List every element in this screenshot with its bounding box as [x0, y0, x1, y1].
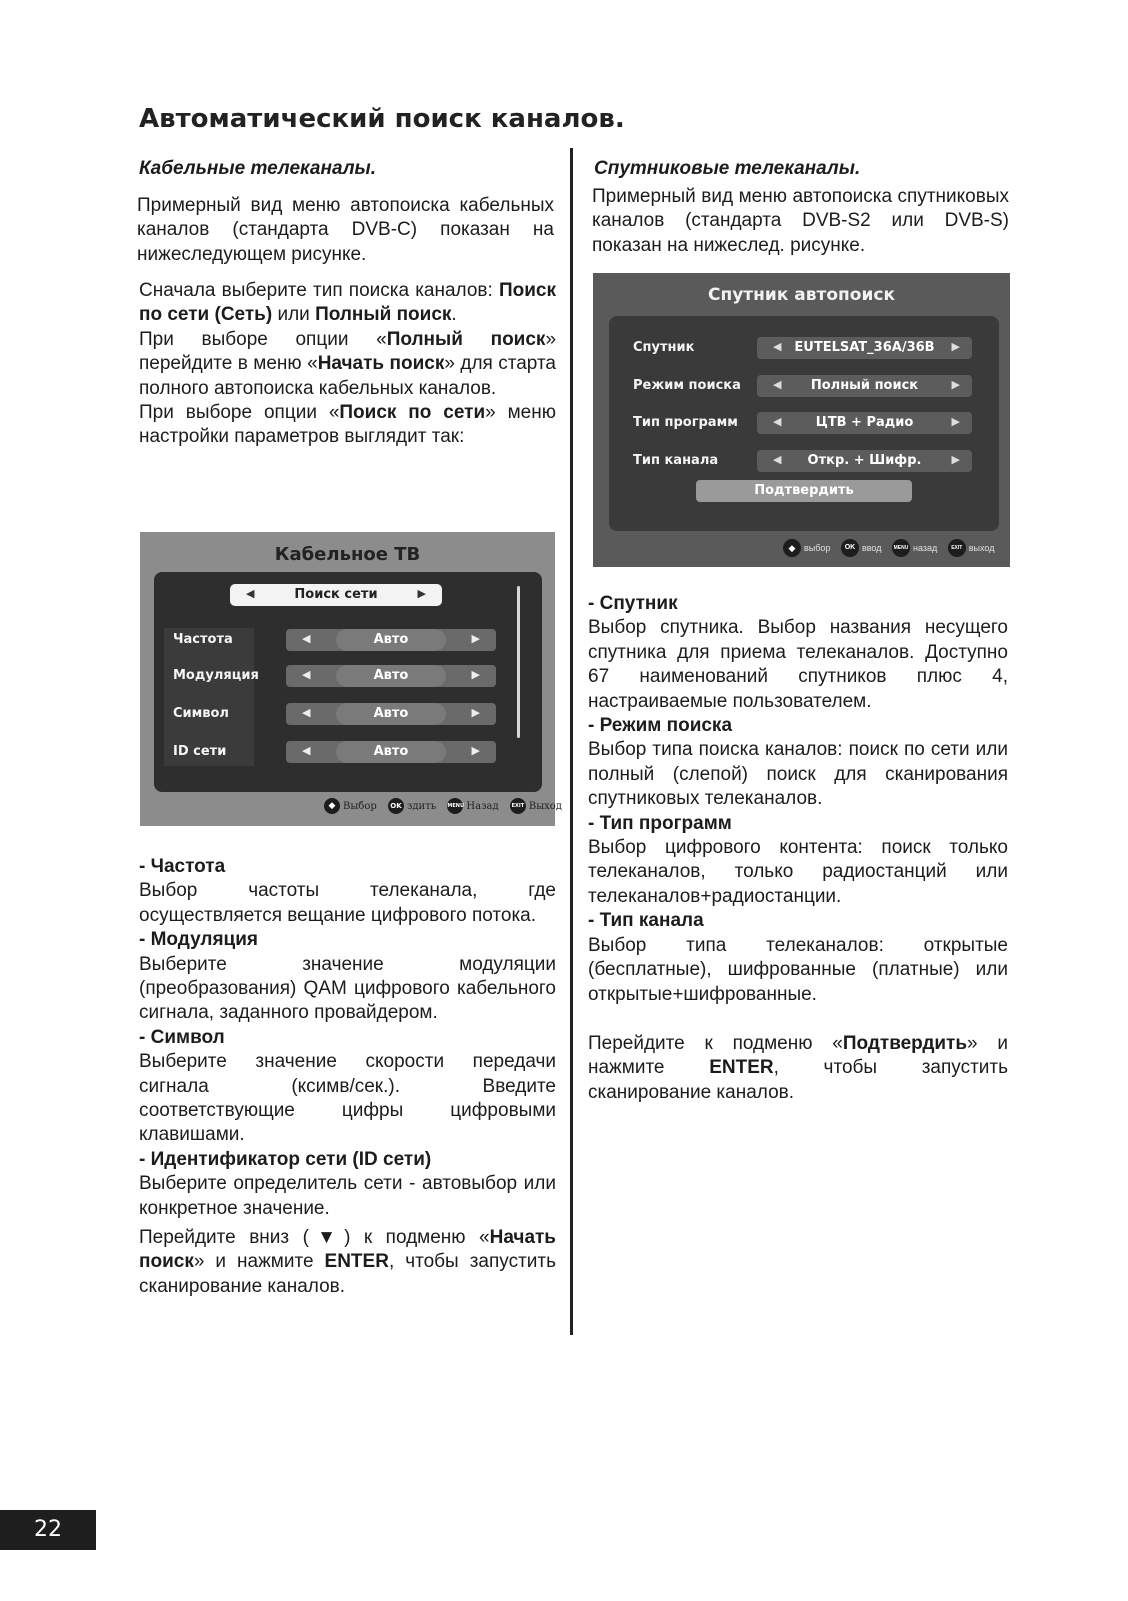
item-heading: - Тип канала: [588, 910, 704, 932]
arrow-left-icon[interactable]: ◀: [302, 707, 311, 719]
arrow-right-icon[interactable]: ▶: [951, 416, 960, 428]
arrow-left-icon[interactable]: ◀: [302, 633, 311, 645]
arrow-right-icon[interactable]: ▶: [471, 633, 480, 645]
search-mode-value: Поиск сети: [294, 587, 378, 602]
arrow-right-icon[interactable]: ▶: [471, 669, 480, 681]
search-mode-selector[interactable]: [757, 375, 972, 397]
cable-menu-panel: [154, 572, 542, 792]
satellite-value: EUTELSAT_36A/36B: [794, 340, 935, 355]
arrow-right-icon[interactable]: ▶: [417, 588, 426, 600]
arrow-left-icon[interactable]: ◀: [773, 379, 782, 391]
exit-key-icon: EXIT: [510, 798, 526, 814]
channel-type-value: Откр. + Шифр.: [807, 453, 922, 468]
row-label-symbol: Символ: [173, 706, 229, 721]
item-heading: - Модуляция: [139, 929, 259, 951]
navigate-icon: ◆: [783, 539, 801, 557]
cable-tv-screenshot: [140, 532, 562, 826]
cable-intro: Примерный вид меню автопоиска кабельных каналов (стандарта DVB-C) показан на нижеследующем рисунке.: [137, 195, 554, 265]
cable-instruction-1: Сначала выберите тип поиска каналов: Поиск по сети (Сеть) или Полный поиск.: [139, 280, 556, 326]
frequency-value: Авто: [373, 632, 409, 647]
cable-instruction-3: При выборе опции «Поиск по сети» меню настройки параметров выглядит так:: [139, 402, 556, 448]
satellite-intro: Примерный вид меню автопоиска спутниковых каналов (стандарта DVB-S2 или DVB-S) показан на нижеслед. рисунке.: [592, 186, 1009, 256]
satellite-subhead: Спутниковые телеканалы.: [594, 158, 861, 179]
item-text: Выбор типа телеканалов: открытые (бесплатные), шифрованные (платные) или открытые+шифрованные.: [588, 934, 1008, 1005]
row-label-satellite: Спутник: [633, 340, 695, 355]
item-heading: - Частота: [139, 856, 226, 877]
arrow-right-icon[interactable]: ▶: [951, 454, 960, 466]
program-type-value: ЦТВ + Радио: [815, 415, 914, 430]
confirm-button[interactable]: Подтвердить: [696, 480, 912, 502]
arrow-left-icon[interactable]: ◀: [246, 588, 255, 600]
menu-key-icon: MENU: [892, 539, 910, 557]
item-heading: - Режим поиска: [588, 715, 733, 737]
arrow-left-icon[interactable]: ◀: [773, 341, 782, 353]
program-type-selector[interactable]: [757, 412, 972, 434]
arrow-right-icon[interactable]: ▶: [471, 707, 480, 719]
row-label-frequency: Частота: [173, 632, 233, 647]
item-heading: - Идентификатор сети (ID сети): [139, 1148, 432, 1170]
row-label-program-type: Тип программ: [633, 415, 738, 430]
ok-key-icon: OK: [841, 539, 859, 557]
item-text: Выбор типа поиска каналов: поиск по сети или полный (слепой) поиск для сканирования спутниковых телеканалов.: [588, 739, 1008, 810]
cable-subhead: Кабельные телеканалы.: [139, 158, 377, 179]
navigate-icon: ◆: [324, 798, 340, 814]
row-label-modulation: Модуляция: [173, 668, 259, 683]
satellite-menu-panel: [609, 316, 999, 531]
item-heading: - Спутник: [588, 593, 678, 614]
cable-outro: Перейдите вниз (▼) к подменю «Начать поиск» и нажмите ENTER, чтобы запустить сканирование каналов.: [139, 1227, 556, 1297]
satellite-items: [588, 592, 1008, 1007]
search-mode-value: Полный поиск: [810, 378, 919, 393]
scrollbar[interactable]: [517, 586, 520, 738]
cable-instructions: [139, 279, 556, 450]
ok-key-icon: OK: [388, 798, 404, 814]
channel-type-selector[interactable]: [757, 450, 972, 472]
arrow-left-icon[interactable]: ◀: [302, 669, 311, 681]
page-title: Автоматический поиск каналов.: [139, 104, 625, 134]
item-text: Выбор спутника. Выбор названия несущего спутника для приема телеканалов. Доступно 67 наименований спутников плюс 4, настраиваемые пользователем.: [588, 617, 1008, 712]
arrow-left-icon[interactable]: ◀: [302, 745, 311, 757]
symbol-value: Авто: [373, 706, 409, 721]
network-id-value: Авто: [373, 744, 409, 759]
network-id-selector[interactable]: [286, 741, 496, 763]
item-text: Выберите значение модуляции (преобразования) QAM цифрового кабельного сигнала, заданного провайдером.: [139, 953, 556, 1024]
search-mode-selector[interactable]: [230, 584, 442, 606]
cable-items: [139, 855, 556, 1221]
cable-instruction-2: При выборе опции «Полный поиск» перейдите в меню «Начать поиск» для старта полного автопоиска кабельных каналов.: [139, 328, 557, 399]
row-label-channel-type: Тип канала: [633, 453, 719, 468]
item-text: Выбор цифрового контента: поиск только телеканалов, только радиостанций или телеканалов+радиостанции.: [588, 837, 1008, 907]
menu-key-icon: MENU: [447, 798, 463, 814]
cable-hint-bar: ◆ Выбор OK здить MENU Назад EXIT Выход: [324, 798, 570, 814]
row-label-network-id: ID сети: [173, 744, 227, 759]
symbol-selector[interactable]: [286, 703, 496, 725]
satellite-hint-bar: ◆ выбор OK ввод MENU назад EXIT выход: [783, 539, 1002, 557]
arrow-left-icon[interactable]: ◀: [773, 416, 782, 428]
arrow-right-icon[interactable]: ▶: [951, 379, 960, 391]
arrow-right-icon[interactable]: ▶: [951, 341, 960, 353]
exit-key-icon: EXIT: [948, 539, 966, 557]
item-heading: - Тип программ: [588, 812, 732, 834]
column-divider: [570, 148, 573, 1335]
satellite-tv-screenshot: [593, 273, 1010, 567]
satellite-screen-title: Спутник автопоиск: [708, 285, 895, 305]
modulation-selector[interactable]: [286, 665, 496, 687]
satellite-outro: Перейдите к подменю «Подтвердить» и нажмите ENTER, чтобы запустить сканирование каналов.: [588, 1033, 1008, 1103]
item-text: Выберите определитель сети - автовыбор или конкретное значение.: [139, 1173, 556, 1219]
frequency-selector[interactable]: [286, 629, 496, 651]
modulation-value: Авто: [373, 668, 409, 683]
item-text: Выберите значение скорости передачи сигнала (ксимв/сек.). Введите соответствующие цифры цифровыми клавишами.: [139, 1051, 556, 1146]
cable-screen-title: Кабельное ТВ: [274, 544, 421, 565]
arrow-right-icon[interactable]: ▶: [471, 745, 480, 757]
item-heading: - Символ: [139, 1026, 225, 1048]
row-label-search-mode: Режим поиска: [633, 378, 741, 393]
satellite-selector[interactable]: [757, 337, 972, 359]
page-number: 22: [0, 1510, 96, 1550]
arrow-left-icon[interactable]: ◀: [773, 454, 782, 466]
item-text: Выбор частоты телеканала, где осуществляется вещание цифрового потока.: [139, 880, 556, 926]
